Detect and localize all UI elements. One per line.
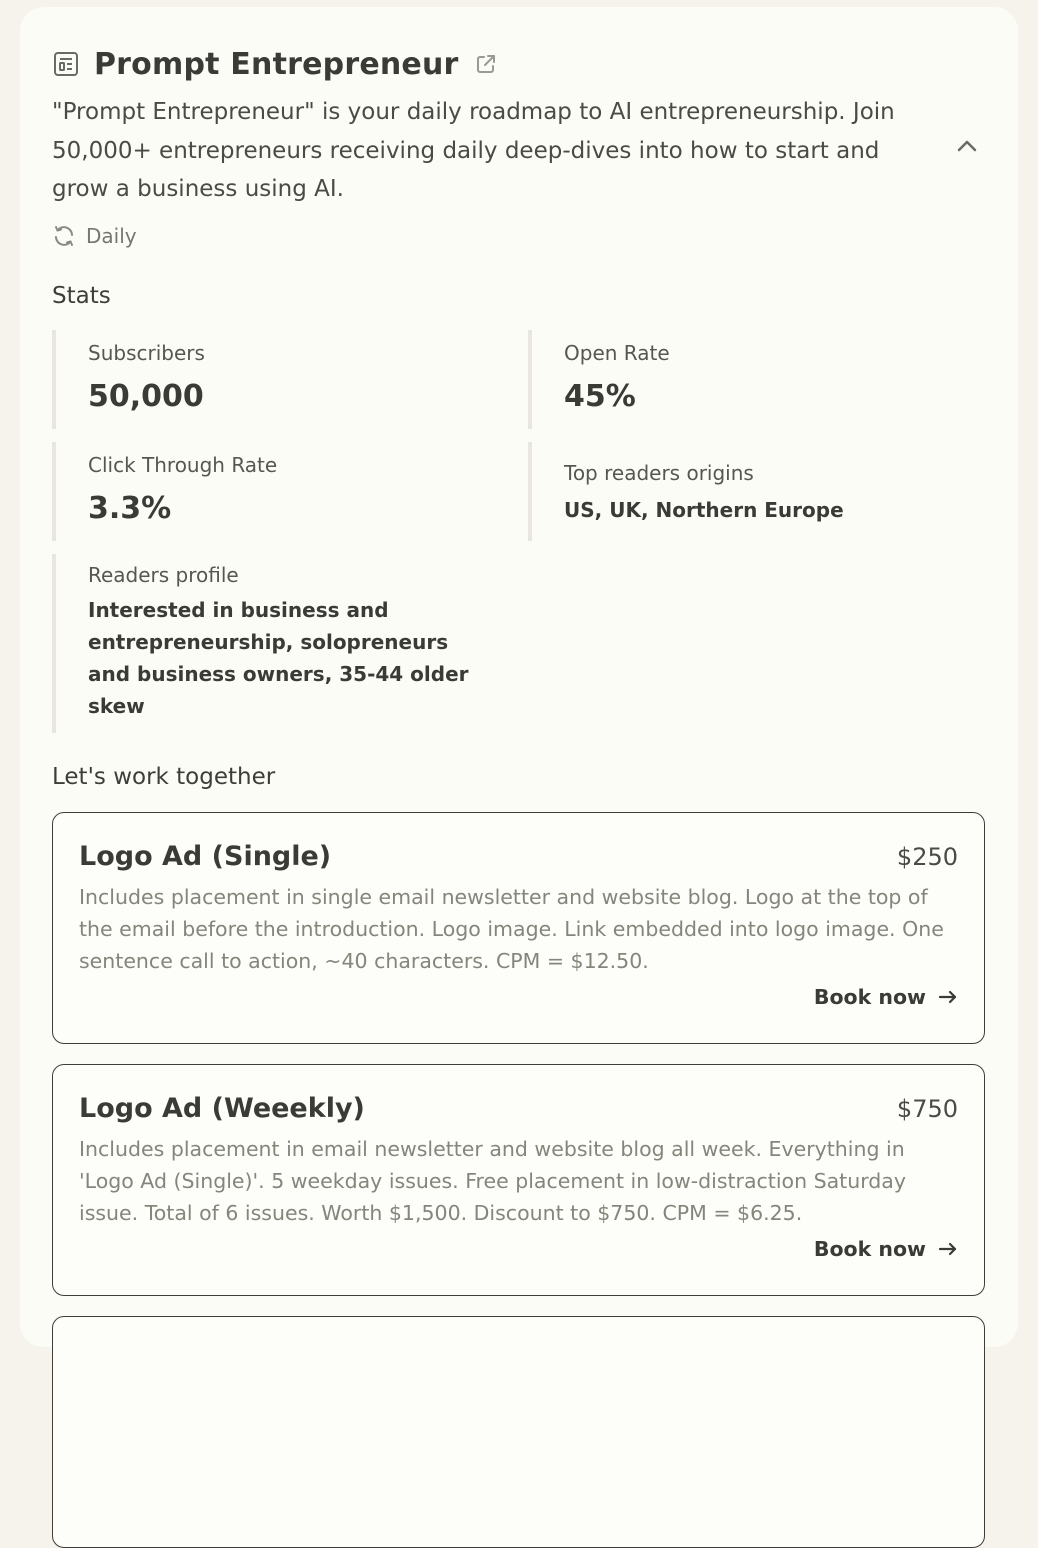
book-now-button[interactable]: [814, 1237, 958, 1261]
stat-readers-profile: [52, 554, 492, 733]
newsletter-document-icon: [52, 50, 80, 78]
offer-description: Includes placement in email newsletter and website blog all week. Everything in 'Logo Ad (Single)'. 5 weekday issues. Free placement in low-distraction Saturday issue. Total of 6 issues. Worth $1,500. Discount to $750. CPM = $6.25.: [79, 1137, 906, 1225]
newsletter-card: [20, 7, 1018, 1347]
stat-click-through-rate: [52, 442, 492, 541]
work-heading: Let's work together: [52, 764, 276, 790]
stat-value: 45%: [564, 379, 636, 414]
frequency-label: Daily: [86, 224, 137, 248]
newsletter-title: Prompt Entrepreneur: [94, 46, 459, 82]
external-link-icon[interactable]: [475, 53, 497, 75]
stats-heading: Stats: [52, 283, 111, 309]
stat-value: Interested in business and entrepreneurship, solopreneurs and business owners, 35-44 older skew: [88, 598, 469, 718]
offer-title: Logo Ad (Weeekly): [79, 1093, 365, 1124]
stat-label: Open Rate: [564, 341, 670, 365]
book-now-button[interactable]: [814, 985, 958, 1009]
collapse-toggle[interactable]: [954, 135, 980, 157]
chevron-up-icon: [956, 139, 978, 153]
offer-price: $750: [896, 1095, 958, 1123]
offer-card-next: [52, 1316, 985, 1548]
book-now-label: Book now: [813, 985, 926, 1009]
stat-label: Top readers origins: [564, 461, 754, 485]
arrow-right-icon: [938, 990, 958, 1004]
stat-value: US, UK, Northern Europe: [564, 498, 844, 522]
offer-price: $250: [896, 843, 958, 871]
book-now-label: Book now: [813, 1237, 926, 1261]
refresh-icon: [52, 224, 76, 248]
arrow-right-icon: [938, 1242, 958, 1256]
stat-value: 50,000: [88, 379, 204, 414]
stat-label: Click Through Rate: [88, 453, 278, 477]
stat-value: 3.3%: [88, 491, 172, 526]
newsletter-header: [52, 47, 497, 81]
stat-top-readers-origins: [528, 442, 968, 541]
newsletter-description: "Prompt Entrepreneur" is your daily roadmap to AI entrepreneurship. Join 50,000+ entrepreneurs receiving daily deep-dives into how to start and grow a business using AI.: [52, 99, 895, 202]
stat-label: Subscribers: [88, 341, 205, 365]
stat-label: Readers profile: [88, 563, 239, 587]
stat-subscribers: [52, 330, 492, 429]
offer-title: Logo Ad (Single): [79, 841, 332, 872]
offer-description: Includes placement in single email newsletter and website blog. Logo at the top of the email before the introduction. Logo image. Link embedded into logo image. One sentence call to action, ~40 characters. CPM = $12.50.: [79, 885, 944, 973]
stat-open-rate: [528, 330, 968, 429]
offer-card-logo-ad-weekly: [52, 1064, 985, 1296]
offer-card-logo-ad-single: [52, 812, 985, 1044]
frequency-indicator: [52, 224, 137, 248]
